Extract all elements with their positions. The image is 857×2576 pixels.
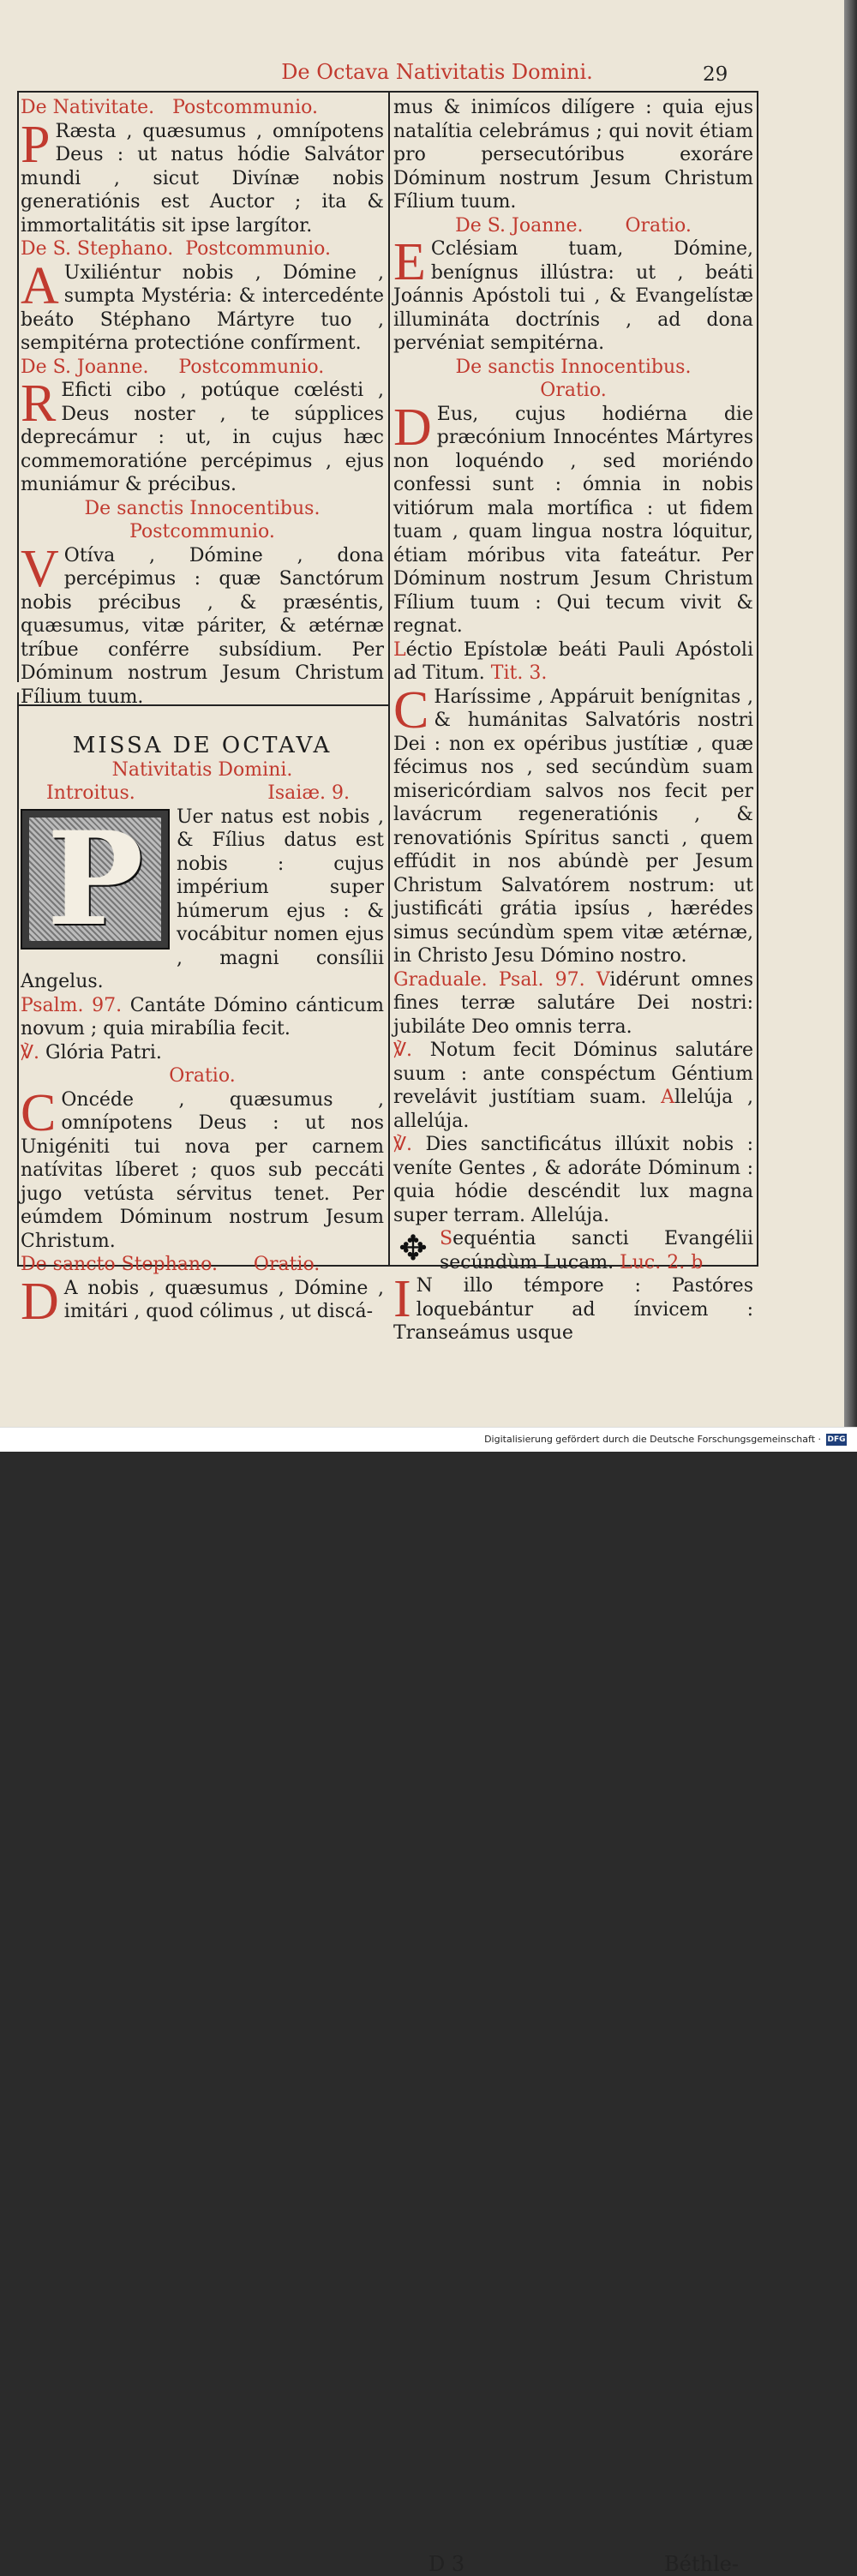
running-head: De Octava Nativitatis Domini. (281, 60, 593, 84)
introitus-paragraph (21, 803, 384, 994)
introitus-text: Uer natus est nobis , & Fílius datus est nobis : cujus impérium super húmerum ejus : & vocábitur nomen ejus , magni consílii Angelus. (21, 806, 384, 992)
psalm-label: Psalm. 97. (21, 994, 123, 1016)
prayer-paragraph (393, 233, 753, 356)
dfg-logo-icon: DFG (827, 1435, 846, 1444)
prayer-paragraph (393, 398, 753, 638)
drop-initial: D (21, 1272, 59, 1331)
ornament-icon: ✥ (399, 1229, 428, 1268)
missa-title: MISSA DE OCTAVA (72, 733, 333, 758)
prayer-text: Haríssime , Appáruit benígnitas , & humánitas Salvatóris nostri Dei : non ex opéribus justítiæ , quæ fécimus nos , sed secúndùm suam misericórdiam salvos nos fecit per lavácrum regeneratiónis , & renovatiónis Spíritus sancti , quem effúdit in nos abúndè per Jesum Christum Salvatórem nostrum: ut justificáti grátia ipsíus , hærédes simus secúndùm spem vitæ ætérnæ, in Christo Jesu Dómino nostro. (393, 686, 753, 967)
versicle-sign: ℣. (393, 1134, 413, 1155)
prayer-paragraph: mus & inimícos dilígere : quia ejus natalítia celebrámus ; qui novit étiam pro persecutóribus exoráre Dóminum nostrum Jesum Christum Fílium tuum. (393, 97, 753, 213)
introitus-label: Introitus. (46, 782, 135, 804)
left-column (21, 96, 385, 1331)
right-column (393, 96, 753, 1345)
drop-initial: I (393, 1270, 411, 1328)
lectio-line (393, 638, 753, 686)
section-heading: De sancto Stephano. Oratio. (21, 1254, 321, 1275)
prayer-paragraph (21, 1272, 384, 1331)
prayer-text: Cclésiam tuam, Dómine, benígnus illústra: ut , beáti Joánnis Apóstoli tui , & Evangelístæ illumináta doctrínis , ad dona pervéniat sempitérna. (393, 238, 753, 354)
drop-initial: V (21, 539, 59, 598)
introitus-reference: Isaiæ. 9. (267, 782, 350, 804)
drop-initial: P (21, 115, 51, 174)
drop-initial: A (21, 256, 59, 315)
psalm-text: Cantáte Dómino cánticum novum ; quia mirabília fecit. (21, 994, 385, 1039)
prayer-paragraph (21, 256, 384, 356)
drop-initial: C (21, 1083, 57, 1142)
drop-initial: D (393, 398, 432, 457)
sequentia-line (393, 1227, 753, 1274)
prayer-paragraph (393, 680, 753, 968)
right-border (757, 91, 758, 1267)
gloria-line (21, 1041, 384, 1065)
missa-subtitle: Nativitatis Domini. (111, 758, 293, 781)
column-divider (388, 91, 390, 1267)
prayer-paragraph (21, 1083, 384, 1254)
prayer-text: Uxiliéntur nobis , Dómine , sumpta Mystéria: & intercedénte beáto Stéphano Mártyre tuo , sempitérna protectióne confírment. (21, 261, 384, 354)
sequentia-reference: Luc. 2. b (620, 1251, 704, 1273)
drop-initial: E (393, 233, 426, 291)
lectio-text: éctio Epístolæ beáti Pauli Apóstoli ad Titum. (393, 638, 753, 684)
graduale-text: idérunt omnes fines terræ salutáre Dei nostri: jubiláte Deo omnis terra. (393, 968, 753, 1038)
prayer-text: Eus, cujus hodiérna die præcónium Innocéntes Mártyres non loquéndo , sed moriéndo confessi sunt : ómnia in nobis vitiórum mala mortífica : ut fidem tuam , quam lingua nostra lóquitur, étiam móribus vita fateátur. Per Dóminum nostrum Jesum Christum Fílium tuum : Qui tecum vivit & regnat. (393, 403, 753, 637)
prayer-text: Ræsta , quæsumus , omnípotens Deus : ut natus hódie Salvátor mundi , sicut Divínæ nobis generatiónis est Auctor ; ita & immortalitátis sit ipse largítor. (21, 120, 384, 237)
drop-initial: C (393, 680, 429, 740)
section-heading: De sanctis Innocentibus. (455, 356, 692, 378)
section-heading: De Nativitate. Postcommunio. (21, 97, 318, 118)
versicle-text: Notum fecit Dóminus salutáre suum : ante conspéctum Géntium revelávit justítiam suam. (393, 1039, 753, 1108)
prayer-text: Eficti cibo , potúque cœlésti , Deus noster , te súpplices deprecámur : ut, in cujus hæc commemoratióne percépimus , ejus muniámur & précibus. (21, 380, 384, 495)
prayer-text: Oncéde , quæsumus , omnípotens Deus : ut nos Unigéniti tui nova per carnem natívitas líberet ; quos sub peccáti jugo vetústa sérvitus tenet. Per eúmdem Dóminum nostrum Jesum Christum. (21, 1088, 384, 1252)
sequentia-initial: S (440, 1228, 453, 1249)
versicle-text: Dies sanctificátus illúxit nobis : veníte Gentes , & adoráte Dóminum : quia hódie descéndit lux magna super terram. Allelúja. (393, 1134, 753, 1226)
section-heading: De S. Stephano. Postcommunio. (21, 238, 332, 260)
lectio-reference: Tit. 3. (490, 662, 548, 684)
section-subheading: Oratio. (540, 380, 607, 401)
prayer-text: A nobis , quæsumus , Dómine , imitári , quod cólimus , ut discá- (63, 1277, 384, 1322)
section-heading: De sanctis Innocentibus. (84, 497, 321, 519)
drop-initial: R (21, 374, 57, 433)
left-border-upper (17, 91, 19, 682)
graduale-line (393, 968, 753, 1039)
signature-mark: D 3 (428, 2552, 465, 2576)
section-subheading: Postcommunio. (129, 521, 275, 542)
page-number: 29 (703, 63, 728, 86)
alleluia-initial: A (661, 1087, 675, 1108)
graduale-initial: V (596, 968, 610, 991)
catchword: Béthle- (664, 2552, 739, 2576)
section-heading: Oratio. (169, 1065, 236, 1087)
versicle-line (393, 1039, 753, 1133)
versicle-sign: ℣. (393, 1039, 413, 1061)
introitus-line (21, 782, 384, 806)
versicle-sign: ℣. (21, 1041, 40, 1063)
versicle-line (393, 1133, 753, 1227)
woodcut-initial (21, 803, 170, 955)
prayer-paragraph (21, 374, 384, 497)
section-heading: De S. Joanne. Postcommunio. (21, 356, 325, 378)
section-heading: De S. Joanne. Oratio. (455, 214, 692, 237)
book-spine (844, 0, 857, 1451)
alleluia-text: llelúja , allelúja. (393, 1087, 753, 1132)
prayer-paragraph (21, 539, 384, 710)
prayer-paragraph (21, 115, 384, 238)
graduale-label: Graduale. Psal. 97. (393, 968, 585, 991)
credit-text: Digitalisierung gefördert durch die Deutsche Forschungsgemeinschaft · (484, 1434, 821, 1445)
sequentia-text: equéntia sancti Evangélii secúndùm Lucam. (440, 1228, 753, 1273)
prayer-paragraph (393, 1270, 753, 1345)
prayer-text: Otíva , Dómine , dona percépimus : quæ Sanctórum nobis précibus , & præséntis, quæsumus, vitæ páriter, & ætérnæ tríbue conférre subsídium. Per Dóminum nostrum Jesum Christum Fílium tuum. (21, 544, 384, 708)
gloria-text: Glória Patri. (45, 1041, 162, 1063)
left-border-lower (17, 692, 19, 1267)
prayer-text: N illo témpore : Pastóres loquebántur ad ínvicem : Transeámus usque (393, 1275, 753, 1344)
lectio-initial: L (393, 638, 406, 661)
psalm-line (21, 994, 384, 1041)
woodcut-letter: P (46, 803, 144, 955)
